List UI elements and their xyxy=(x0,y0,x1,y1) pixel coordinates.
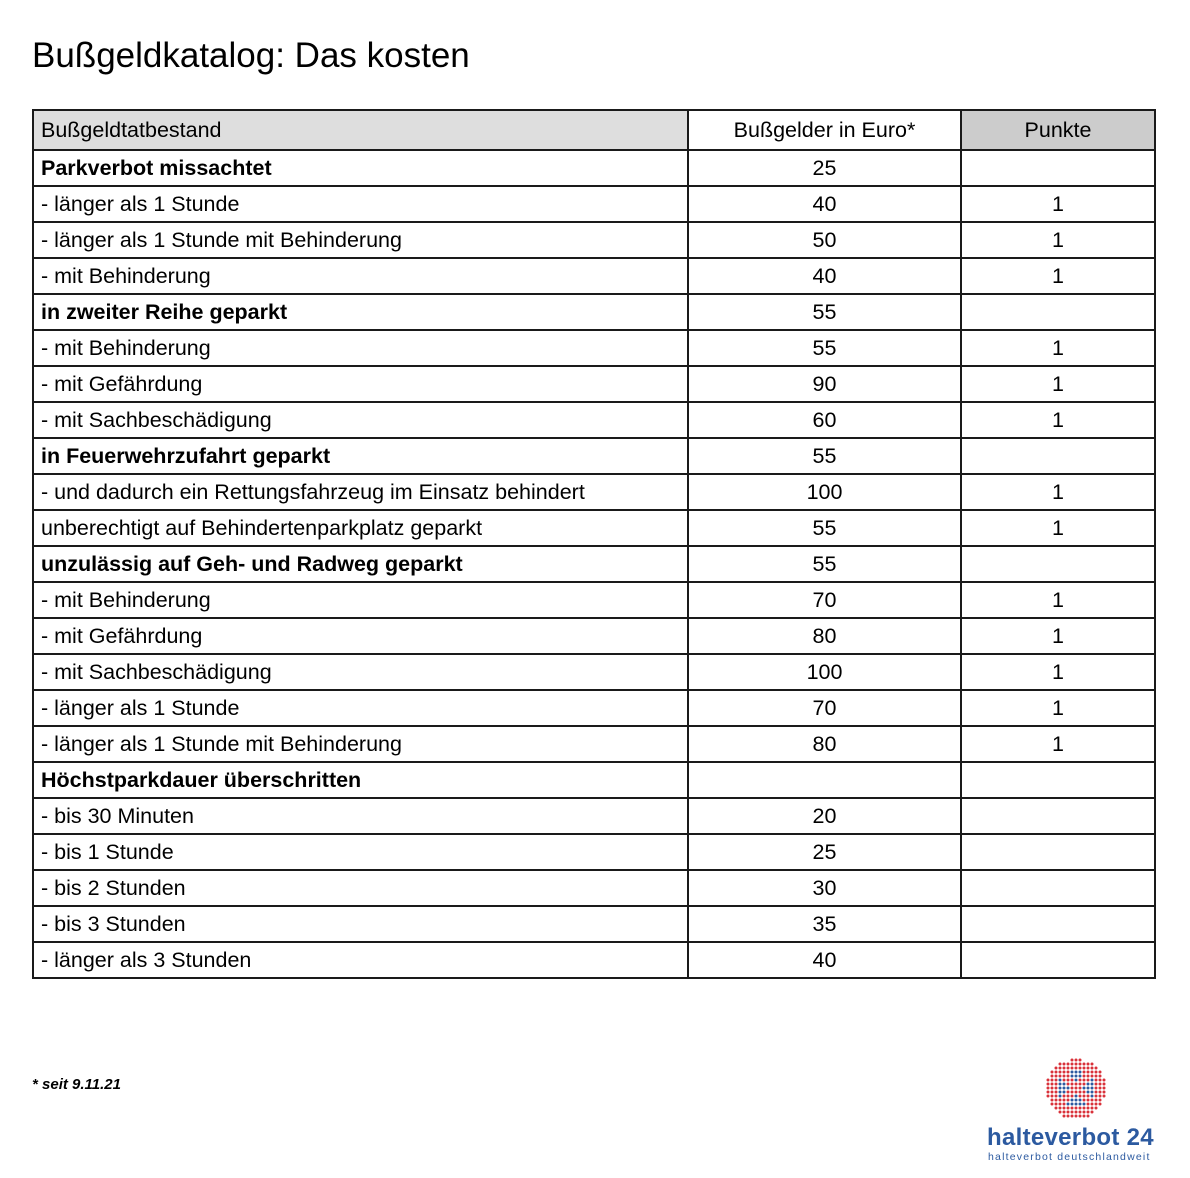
cell-description: Höchstparkdauer überschritten xyxy=(33,762,688,798)
logo-dot xyxy=(1063,1067,1066,1070)
logo-dot xyxy=(1099,1083,1102,1086)
halteverbot-sign-icon xyxy=(1042,1058,1110,1120)
cell-fine: 100 xyxy=(688,654,961,690)
logo-dot xyxy=(1083,1083,1086,1086)
table-header-row xyxy=(33,110,1155,150)
logo-dot xyxy=(1083,1091,1086,1094)
cell-fine xyxy=(688,762,961,798)
logo-dot xyxy=(1079,1059,1082,1062)
logo-dot xyxy=(1059,1091,1062,1094)
logo-dot xyxy=(1071,1059,1074,1062)
logo-dot xyxy=(1051,1083,1054,1086)
cell-description: - bis 2 Stunden xyxy=(33,870,688,906)
logo-dot xyxy=(1075,1075,1078,1078)
logo-dot xyxy=(1091,1067,1094,1070)
logo-dot xyxy=(1067,1091,1070,1094)
logo-dot xyxy=(1103,1083,1106,1086)
cell-points xyxy=(961,906,1155,942)
logo-dot xyxy=(1067,1083,1070,1086)
logo-dot xyxy=(1055,1087,1058,1090)
logo-dot xyxy=(1063,1087,1066,1090)
table-row xyxy=(33,618,1155,654)
cell-description: Parkverbot missachtet xyxy=(33,150,688,186)
logo-dot xyxy=(1079,1083,1082,1086)
column-header-fine: Bußgelder in Euro* xyxy=(688,110,961,150)
table-row xyxy=(33,222,1155,258)
logo-dot xyxy=(1087,1099,1090,1102)
logo-dot xyxy=(1063,1099,1066,1102)
cell-description: - mit Behinderung xyxy=(33,258,688,294)
logo-dot xyxy=(1091,1087,1094,1090)
logo-dot xyxy=(1079,1095,1082,1098)
cell-points xyxy=(961,798,1155,834)
logo-dot xyxy=(1099,1079,1102,1082)
cell-description: - mit Gefährdung xyxy=(33,366,688,402)
cell-fine: 55 xyxy=(688,510,961,546)
cell-description: - länger als 1 Stunde mit Behinderung xyxy=(33,222,688,258)
logo-dot xyxy=(1099,1103,1102,1106)
logo-dot xyxy=(1075,1079,1078,1082)
cell-points xyxy=(961,438,1155,474)
cell-points: 1 xyxy=(961,654,1155,690)
cell-description: - mit Behinderung xyxy=(33,582,688,618)
cell-fine: 100 xyxy=(688,474,961,510)
cell-fine: 20 xyxy=(688,798,961,834)
cell-description: - mit Sachbeschädigung xyxy=(33,654,688,690)
cell-fine: 35 xyxy=(688,906,961,942)
cell-description: in zweiter Reihe geparkt xyxy=(33,294,688,330)
logo-dot xyxy=(1091,1079,1094,1082)
logo-dot xyxy=(1067,1071,1070,1074)
table-row xyxy=(33,942,1155,978)
logo-dot xyxy=(1055,1091,1058,1094)
cell-points: 1 xyxy=(961,222,1155,258)
cell-points: 1 xyxy=(961,402,1155,438)
cell-fine: 40 xyxy=(688,186,961,222)
logo-dot xyxy=(1087,1079,1090,1082)
logo-name: halteverbot 24 xyxy=(987,1124,1154,1151)
logo-dot xyxy=(1067,1107,1070,1110)
cell-points: 1 xyxy=(961,618,1155,654)
logo-dot xyxy=(1071,1103,1074,1106)
table-row xyxy=(33,546,1155,582)
cell-description: - bis 3 Stunden xyxy=(33,906,688,942)
logo-dot xyxy=(1099,1071,1102,1074)
logo-dot xyxy=(1059,1099,1062,1102)
logo-dot xyxy=(1059,1087,1062,1090)
logo-dot xyxy=(1059,1075,1062,1078)
cell-fine: 30 xyxy=(688,870,961,906)
logo-dot xyxy=(1087,1083,1090,1086)
logo-dot xyxy=(1083,1075,1086,1078)
logo-dot xyxy=(1083,1079,1086,1082)
cell-fine: 25 xyxy=(688,150,961,186)
logo-dot xyxy=(1071,1091,1074,1094)
logo-dot xyxy=(1087,1067,1090,1070)
cell-points: 1 xyxy=(961,366,1155,402)
cell-description: - länger als 1 Stunde xyxy=(33,690,688,726)
logo-dot xyxy=(1075,1083,1078,1086)
logo-dot xyxy=(1075,1067,1078,1070)
logo-dot xyxy=(1063,1071,1066,1074)
cell-points xyxy=(961,942,1155,978)
logo-dot xyxy=(1075,1087,1078,1090)
logo-dot xyxy=(1063,1095,1066,1098)
logo-dot xyxy=(1099,1095,1102,1098)
table-row xyxy=(33,186,1155,222)
table-row xyxy=(33,762,1155,798)
cell-description: - länger als 3 Stunden xyxy=(33,942,688,978)
logo-tagline: halteverbot deutschlandweit xyxy=(988,1151,1151,1163)
logo-dot xyxy=(1051,1095,1054,1098)
logo-dot xyxy=(1051,1087,1054,1090)
logo-dot xyxy=(1091,1071,1094,1074)
logo-dot xyxy=(1055,1071,1058,1074)
logo-dot xyxy=(1067,1075,1070,1078)
logo-dot xyxy=(1067,1111,1070,1114)
logo-dot xyxy=(1051,1079,1054,1082)
cell-points xyxy=(961,834,1155,870)
logo-dot xyxy=(1079,1111,1082,1114)
cell-fine: 55 xyxy=(688,330,961,366)
cell-points: 1 xyxy=(961,690,1155,726)
logo-dot xyxy=(1095,1091,1098,1094)
table-row xyxy=(33,366,1155,402)
cell-fine: 90 xyxy=(688,366,961,402)
logo-dot xyxy=(1091,1103,1094,1106)
logo-dot xyxy=(1075,1103,1078,1106)
logo-dot xyxy=(1067,1079,1070,1082)
logo-dot xyxy=(1087,1087,1090,1090)
cell-fine: 25 xyxy=(688,834,961,870)
logo-dot xyxy=(1051,1071,1054,1074)
logo-dot xyxy=(1063,1111,1066,1114)
logo-dot xyxy=(1063,1115,1066,1118)
table-row xyxy=(33,438,1155,474)
cell-description: - bis 30 Minuten xyxy=(33,798,688,834)
cell-points xyxy=(961,762,1155,798)
logo-dot xyxy=(1063,1083,1066,1086)
logo-dot xyxy=(1055,1075,1058,1078)
cell-points: 1 xyxy=(961,474,1155,510)
logo-dot xyxy=(1067,1067,1070,1070)
fines-table xyxy=(32,109,1156,979)
logo-dot xyxy=(1091,1099,1094,1102)
logo-dot xyxy=(1071,1115,1074,1118)
cell-fine: 70 xyxy=(688,690,961,726)
logo-dot xyxy=(1091,1063,1094,1066)
logo-dot xyxy=(1071,1079,1074,1082)
logo-dot xyxy=(1059,1095,1062,1098)
logo-dot xyxy=(1071,1095,1074,1098)
logo-dot xyxy=(1055,1079,1058,1082)
logo-dot xyxy=(1083,1071,1086,1074)
logo-dot xyxy=(1079,1107,1082,1110)
logo-dot xyxy=(1083,1095,1086,1098)
logo-dot xyxy=(1079,1071,1082,1074)
logo-dot xyxy=(1095,1067,1098,1070)
logo-dot xyxy=(1047,1079,1050,1082)
logo-dot xyxy=(1099,1091,1102,1094)
logo-dot xyxy=(1079,1067,1082,1070)
logo-dot xyxy=(1103,1079,1106,1082)
table-row xyxy=(33,798,1155,834)
cell-description: - mit Gefährdung xyxy=(33,618,688,654)
logo-dot xyxy=(1055,1067,1058,1070)
logo-dot xyxy=(1083,1087,1086,1090)
logo-dot xyxy=(1055,1083,1058,1086)
logo-dot xyxy=(1087,1095,1090,1098)
logo-dot xyxy=(1083,1099,1086,1102)
logo-dot xyxy=(1055,1095,1058,1098)
logo-dot xyxy=(1083,1107,1086,1110)
logo-dot xyxy=(1095,1083,1098,1086)
logo-dot xyxy=(1047,1083,1050,1086)
fines-table-body xyxy=(33,150,1155,978)
cell-points xyxy=(961,150,1155,186)
logo-dot xyxy=(1067,1103,1070,1106)
brand-logo xyxy=(985,1058,1165,1168)
logo-dot xyxy=(1051,1075,1054,1078)
logo-dot xyxy=(1059,1111,1062,1114)
logo-dot xyxy=(1087,1107,1090,1110)
footnote: * seit 9.11.21 xyxy=(32,1076,121,1093)
table-row xyxy=(33,402,1155,438)
logo-dot xyxy=(1067,1087,1070,1090)
cell-fine: 70 xyxy=(688,582,961,618)
logo-dot xyxy=(1103,1091,1106,1094)
logo-dot xyxy=(1075,1059,1078,1062)
table-row xyxy=(33,834,1155,870)
logo-dot xyxy=(1091,1083,1094,1086)
logo-dot xyxy=(1083,1115,1086,1118)
logo-dot xyxy=(1095,1107,1098,1110)
logo-dot xyxy=(1079,1115,1082,1118)
logo-dot xyxy=(1055,1099,1058,1102)
logo-dot xyxy=(1083,1111,1086,1114)
logo-dot xyxy=(1075,1107,1078,1110)
logo-dot xyxy=(1059,1083,1062,1086)
logo-dot xyxy=(1079,1103,1082,1106)
logo-dot xyxy=(1075,1063,1078,1066)
logo-dot xyxy=(1071,1071,1074,1074)
logo-dot xyxy=(1099,1075,1102,1078)
logo-dot xyxy=(1067,1095,1070,1098)
logo-dot xyxy=(1075,1099,1078,1102)
cell-fine: 50 xyxy=(688,222,961,258)
logo-dot xyxy=(1055,1103,1058,1106)
cell-points: 1 xyxy=(961,186,1155,222)
cell-fine: 40 xyxy=(688,258,961,294)
logo-dot xyxy=(1091,1111,1094,1114)
logo-dot xyxy=(1087,1063,1090,1066)
logo-dot xyxy=(1095,1071,1098,1074)
logo-dot xyxy=(1075,1111,1078,1114)
logo-dot xyxy=(1071,1083,1074,1086)
cell-points: 1 xyxy=(961,726,1155,762)
cell-fine: 80 xyxy=(688,618,961,654)
logo-dot xyxy=(1091,1075,1094,1078)
logo-dot xyxy=(1079,1063,1082,1066)
logo-dot xyxy=(1095,1075,1098,1078)
logo-dot xyxy=(1071,1099,1074,1102)
table-row xyxy=(33,726,1155,762)
logo-dot xyxy=(1087,1103,1090,1106)
table-row xyxy=(33,510,1155,546)
logo-dot xyxy=(1095,1099,1098,1102)
table-row xyxy=(33,330,1155,366)
table-row xyxy=(33,294,1155,330)
logo-dot xyxy=(1059,1067,1062,1070)
cell-points: 1 xyxy=(961,258,1155,294)
logo-dot xyxy=(1047,1095,1050,1098)
logo-dot xyxy=(1091,1095,1094,1098)
logo-dot xyxy=(1079,1099,1082,1102)
logo-dot xyxy=(1067,1115,1070,1118)
logo-dot xyxy=(1075,1115,1078,1118)
cell-description: - mit Sachbeschädigung xyxy=(33,402,688,438)
logo-dot xyxy=(1079,1075,1082,1078)
logo-dot xyxy=(1059,1107,1062,1110)
logo-dot xyxy=(1079,1079,1082,1082)
logo-dot xyxy=(1071,1107,1074,1110)
table-row xyxy=(33,654,1155,690)
cell-fine: 55 xyxy=(688,546,961,582)
cell-description: - bis 1 Stunde xyxy=(33,834,688,870)
logo-dot xyxy=(1091,1107,1094,1110)
table-row xyxy=(33,582,1155,618)
logo-dot xyxy=(1071,1075,1074,1078)
cell-description: - mit Behinderung xyxy=(33,330,688,366)
cell-points: 1 xyxy=(961,510,1155,546)
logo-dot xyxy=(1095,1095,1098,1098)
logo-dot xyxy=(1063,1103,1066,1106)
logo-dot xyxy=(1087,1071,1090,1074)
table-row xyxy=(33,906,1155,942)
logo-dot xyxy=(1051,1099,1054,1102)
logo-dot xyxy=(1095,1087,1098,1090)
logo-dot xyxy=(1071,1063,1074,1066)
logo-dot xyxy=(1059,1079,1062,1082)
cell-points: 1 xyxy=(961,330,1155,366)
logo-dot xyxy=(1059,1103,1062,1106)
cell-description: - länger als 1 Stunde xyxy=(33,186,688,222)
logo-dot xyxy=(1087,1091,1090,1094)
cell-fine: 80 xyxy=(688,726,961,762)
logo-dot xyxy=(1095,1079,1098,1082)
logo-dot xyxy=(1083,1067,1086,1070)
logo-dot xyxy=(1099,1087,1102,1090)
logo-dot xyxy=(1063,1107,1066,1110)
logo-dot xyxy=(1099,1099,1102,1102)
logo-dot xyxy=(1079,1091,1082,1094)
logo-dot xyxy=(1075,1091,1078,1094)
logo-dot xyxy=(1063,1079,1066,1082)
logo-dot xyxy=(1067,1063,1070,1066)
logo-dot xyxy=(1071,1111,1074,1114)
logo-dot xyxy=(1063,1075,1066,1078)
cell-description: unberechtigt auf Behindertenparkplatz geparkt xyxy=(33,510,688,546)
table-row xyxy=(33,258,1155,294)
logo-dot xyxy=(1103,1095,1106,1098)
logo-dot xyxy=(1083,1103,1086,1106)
logo-dot xyxy=(1059,1063,1062,1066)
page-title: Bußgeldkatalog: Das kosten xyxy=(32,36,470,75)
logo-dot xyxy=(1075,1071,1078,1074)
cell-description: - und dadurch ein Rettungsfahrzeug im Einsatz behindert xyxy=(33,474,688,510)
logo-dot xyxy=(1047,1091,1050,1094)
cell-fine: 40 xyxy=(688,942,961,978)
column-header-description: Bußgeldtatbestand xyxy=(33,110,688,150)
logo-dot xyxy=(1051,1103,1054,1106)
logo-dot xyxy=(1063,1091,1066,1094)
logo-dot xyxy=(1075,1095,1078,1098)
logo-dot xyxy=(1087,1075,1090,1078)
cell-points xyxy=(961,870,1155,906)
cell-fine: 55 xyxy=(688,294,961,330)
logo-dot xyxy=(1071,1067,1074,1070)
cell-points xyxy=(961,294,1155,330)
cell-points xyxy=(961,546,1155,582)
logo-dot xyxy=(1059,1071,1062,1074)
logo-dot xyxy=(1071,1087,1074,1090)
cell-description: unzulässig auf Geh- und Radweg geparkt xyxy=(33,546,688,582)
logo-dot xyxy=(1095,1103,1098,1106)
table-row xyxy=(33,690,1155,726)
logo-dot xyxy=(1087,1115,1090,1118)
logo-dot xyxy=(1091,1091,1094,1094)
logo-dot xyxy=(1063,1063,1066,1066)
logo-dot xyxy=(1083,1063,1086,1066)
logo-dot xyxy=(1047,1087,1050,1090)
cell-fine: 55 xyxy=(688,438,961,474)
cell-description: in Feuerwehrzufahrt geparkt xyxy=(33,438,688,474)
table-row xyxy=(33,150,1155,186)
table-row xyxy=(33,474,1155,510)
logo-dot xyxy=(1087,1111,1090,1114)
column-header-points: Punkte xyxy=(961,110,1155,150)
logo-dot xyxy=(1079,1087,1082,1090)
logo-dot xyxy=(1103,1087,1106,1090)
logo-dot xyxy=(1051,1091,1054,1094)
table-row xyxy=(33,870,1155,906)
cell-description: - länger als 1 Stunde mit Behinderung xyxy=(33,726,688,762)
logo-dot xyxy=(1055,1107,1058,1110)
cell-fine: 60 xyxy=(688,402,961,438)
cell-points: 1 xyxy=(961,582,1155,618)
logo-dot xyxy=(1067,1099,1070,1102)
